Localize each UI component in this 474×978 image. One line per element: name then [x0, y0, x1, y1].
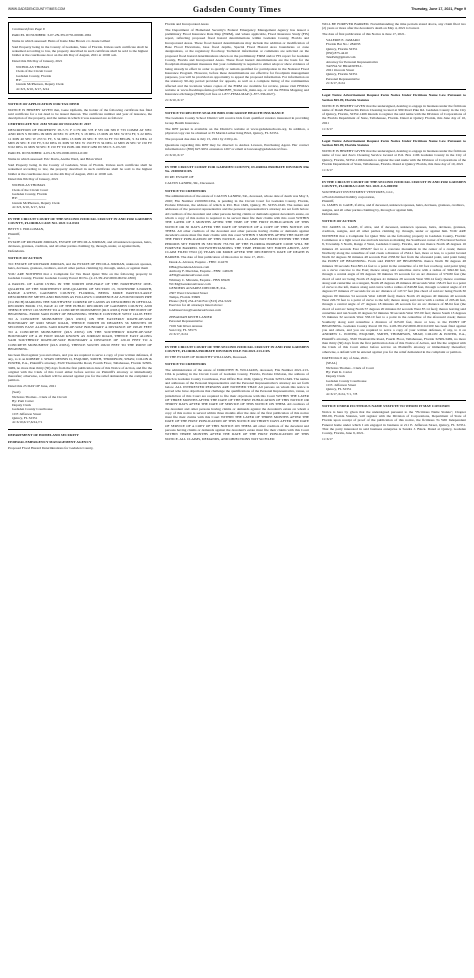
probate-body: The administration of the estate of DOROTHY B. WILLIAMS, deceased, File Number 2021-213-CPA is pending in the Circuit Court of Gadsden County, Florida, Probate Division, the address of which is Gadsden County Courthouse, Post Office Box 1649, Quincy, Florida 32353-1649. The names and addresses of the Personal Representative and the Personal Representative's attorney are set forth below. ALL INTERESTED PERSONS ARE NOTIFIED THAT: All persons on whom this notice is served who have objections that challenge the qualifications of the Personal Representative, venue, or jurisdiction of this Court are required to file their objections with this Court WITHIN THE LATER OF THREE MONTHS AFTER THE DATE OF THE FIRST PUBLICATION OF THIS NOTICE OR THIRTY DAYS AFTER THE DATE OF SERVICE OF THIS NOTICE ON THEM. All creditors of the decedent and other persons having claims or demands against the decedent's estate on whom a copy of this notice is served within three months after the date of the first publication of this notice must file their claims with this Court WITHIN THE LATER OF THREE MONTHS AFTER THE DATE OF THE FIRST PUBLICATION OF THIS NOTICE OR THIRTY DAYS AFTER THE DATE OF SERVICE OF A COPY OF THIS NOTICE ON THEM. All other creditors of the decedent and persons having claims or demands against the decedent's estate must file their claims with this Court WITHIN THREE MONTHS AFTER THE DATE OF THE FIRST PUBLICATION OF THIS NOTICE. ALL CLAIMS, DEMANDS, AND OBJECTIONS NOT SO FILED [165, 367, 309, 441]
rfp-paragraph: The proposal due date is July 15, 2021 by 2:00 p.m. [165, 136, 238, 141]
sig-line: Clerk of the Circuit Court [12, 187, 49, 192]
publication-date: The date of first publication of this Notice is June 17, 2021. [322, 32, 406, 37]
dated-line: Dated this 25 DAY OF June, 2021 [8, 384, 57, 389]
party-line: Defendants. [322, 211, 339, 216]
pr-line: 7106 Salt River Avenue [169, 323, 203, 328]
case-parties [8, 227, 152, 253]
sig-line: (SEAL) [326, 361, 338, 366]
pr-line: ZEBADIAH KEITH LANIER [169, 315, 212, 320]
redeem-text: Said Property being in the County of Gadsden, State of Florida. Unless such certificate shall be redeemed according to law, the property described in such certificate shall be sold to the highest bidder at the courthouse door on the 4th Day of August, 2021 at 10:00 a.m. [12, 44, 148, 58]
sig-line: Nicholas Thomas - Clerk of Court [326, 365, 374, 370]
sig-line: Deputy Clerk [12, 403, 31, 408]
dhs-continued: Florida and Incorporated Areas [165, 22, 209, 26]
column-2 [165, 22, 309, 974]
property-description: DESCRIPTION OF PROPERTY: 05-7-71 F C/79 OR 578 P 535 OR 589 P 733 COMM AT NEC AND RUN S 89 DEG 09 MIN 49 SEC W 478 FT, S 18 DEG 15 MIN 49 SEC W 874 FT, S 22 DEG 11 MIN 40 SEC W 257.51 FT, S 34 DEG 13 MIN 29 SEC E 337.34 FT TO BEGIN, S 34 DEG 12 MIN 29 SEC E 150 FT, S 62 DEG 01 MIN 50 SEC W 150 FT N 34 DEG 12 MIN 29 SEC W 150 FT N 62 DEG 01 MIN 50 SEC E 150 FT TO POB. OR 390 P 1286 IN SECT. 3-1N-5W [8, 128, 152, 150]
attorney-block [169, 260, 309, 312]
run-dates: 2t: 6/17, 6/24 [326, 81, 345, 86]
fictitious-body: NOTICE IS HEREBY GIVEN that the undersigned, desiring to engage in business under the fictitious name of Cee and Zee's Cleaning Service located at P.O. Box 1196 Gadsden County in the City of Quincy, Florida, 32352-1196 intends to register the said name with the Division of Corporations of the Florida Department of State, Tallahassee, Florida. Dated at Quincy Florida, this June day of 10, 2021 [322, 149, 466, 166]
sig-line: Personal Representative [326, 76, 360, 81]
parcel-id: PARCEL ID NUMBER: 4-03-1N-5W-0000-00014-0100 [8, 151, 88, 156]
dated-line: Dated this 8th Day of January, 2021 [8, 177, 59, 182]
probate-notice-lanier [165, 165, 309, 336]
probate-heading: IN THE CIRCUIT COURT OF THE SECOND JUDICIAL CIRCUIT IN AND FOR GADSDEN COUNTY, FLORIDA PROBATE DIVISION FILE NO.2021-213-CPA [165, 344, 309, 353]
health-insurance-bid-notice [165, 111, 309, 158]
sig-line: Gadsden County Courthouse [12, 407, 53, 412]
creditors-heading: NOTICE TO CREDITORS [165, 362, 207, 367]
parcel-id: PARCEL ID NUMBER: 3-07-2N-3W-0735-00000-1861 [12, 32, 92, 37]
signature-block [16, 65, 148, 91]
masthead: Gadsden County Times [192, 5, 282, 14]
atty-line: 2307 West Cleveland Street [169, 290, 208, 295]
party-line: Plaintiff, [322, 198, 335, 203]
fictitious-name-notice-3 [322, 404, 466, 442]
estate-line: IN RE: ESTATE OF [165, 175, 194, 180]
probate-heading: IN THE CIRCUIT COURT FOR GADSDEN COUNTY, FLORIDA PROBATE DIVISION File No. 21000301CPA [165, 165, 309, 174]
atty-line: DBA@GendersAlvarez.com [169, 264, 210, 269]
probate-body: The administration of the estate of CALVIN LANIER, SR., deceased, whose date of death was May 3, 2020; File Number 21000301CPA, is pending in the Circuit Court for Gadsden County, Florida, Probate Division, the address of which is P.O. Box 1649, Quincy, FL 32353-1649. The names and addresses of the personal representative and the personal representative's attorney are set forth below. All creditors of the decedent and other persons having claims or demands against decedent's estate, on whom a copy of this notice is required to be served must file their claims with this court WITHIN THE LATER OF 3 MONTHS AFTER THE TIME OF THE FIRST PUBLICATION OF THIS NOTICE OR 30 DAYS AFTER THE DATE OF SERVICE OF A COPY OF THIS NOTICE ON THEM. All other creditors of the decedent and other persons having claims or demands against decedent's estate must file their claims with this court WITHIN 3 MONTHS AFTER THE DATE OF THE FIRST PUBLICATION OF THIS NOTICE. ALL CLAIMS NOT FILED WITHIN THE TIME PERIODS SET FORTH IN SECTION 733.702 OF THE FLORIDA PROBATE CODE WILL BE FOREVER BARRED. NOTWITHSTANDING THE TIME PERIOD SET FORTH ABOVE, ANY CLAIM FILED TWO (2) YEARS OR MORE AFTER THE DECEDENT'S DATE OF DEATH IS BARRED. The date of first publication of this notice is: June 17, 2021. [165, 194, 309, 259]
sig-line: Deputy Clerk [326, 374, 345, 379]
atty-line: Tampa, Florida 33609 [169, 294, 200, 299]
dhs-notice [8, 433, 152, 450]
column-3 [322, 22, 466, 974]
run-dates: 4t: 6/17, 6/24, 7/1, 7/8 [326, 391, 358, 396]
legal-description: A PARCEL OF LAND LYING IN THE NORTH ONE-HALF OF THE NORTHWEST ONE-QUARTER OF THE NORTHWEST ONE-QUARTER OF SECTION 13, TOWNSHIP 3-NORTH, RANGE 4-WEST, GADSDEN COUNTY, FLORIDA, BEING MORE PARTICULARLY DESCRIBED BY METES AND BOUNDS AS FOLLOWS: COMMENCE AT A FOUND IRON PIPE (3/4 INCH) MARKING THE SOUTHWEST CORNER OF LANDS AS DESCRIBED IN OFFICIAL RECORDS BOOK 172, PAGE 41 OF THE PUBLIC RECORDS OF GADSDEN COUNTY, AND THENCE WEST 110.58 FEET TO A CONCRETE MONUMENT (RLS #3031) FOR THE POINT OF BEGINNING. FROM SAID POINT OF BEGINNING THENCE CONTINUE WEST 144.93 FEET TO A CONCRETE MONUMENT (RLS #3031) ON THE EASTERLY RIGHT-OF-WAY BOUNDARY OF ROD SHAW ROAD, THENCE NORTH 06 DEGREES 56 MINUTES 08 SECONDS EAST ALONG SAID RIGHT-OF-WAY BOUNDARY A DISTANCE OF 198.20 FEET TO A CONCRETE MONUMENT (RLS #3031) ON THE SOUTHERLY RIGHT-OF-WAY BOUNDARY OF A 20 FOOT ROAD KNOWN AS JORDAN ROAD, THENCE EAST ALONG SAID SOUTHERLY RIGHT-OF-WAY BOUNDARY A DISTANCE OF 120.16 FEET TO A CONCRETE MONUMENT (RLS #3031), THENCE SOUTH 196.50 FEET TO THE POINT OF BEGINNING. [8, 282, 152, 351]
court-heading: IN THE CIRCUIT COURT OF THE SECOND JUDICIAL CIRCUIT IN AND FOR GADSDEN COUNTY, FLORIDA CASE NO. 2021-CA-000390 [322, 180, 466, 189]
dhs-body: The Department of Homeland Security's Federal Emergency Management Agency has issued a preliminary Flood Insurance Rate Map (FIRM), and where applicable, Flood Insurance Study (FIS) report, reflecting proposed flood hazard determinations within Gadsden County, Florida and Incorporated Areas. These flood hazard determinations may include the addition or modification of Base Flood Elevations, base flood depths, Special Flood Hazard Area boundaries or zone designations, or the regulatory floodway. Technical information or comments are solicited on the proposed flood hazard determinations shown on the preliminary FIRM and/or FIS report for Gadsden County, Florida and Incorporated Areas. These flood hazard determinations are the basis for the floodplain management measures that your community is required to either adopt or show evidence of being already in effect in order to qualify or remain qualified for participation in the National Flood Insurance Program. However, before these determinations are effective for floodplain management purposes, you will be provided an opportunity to appeal the proposed information. For information on the statutory 90-day period provided for appeals, as well as a complete listing of the communities affected and the locations where copies of the FIRM are available for review, please visit FEMA's website at www.floodmaps.fema.gov/fhm/BFE_Status/bfe_main.asp, or call the FEMA Mapping and Insurance eXchange (FMIX) toll free at 1-877-FEMA MAP (1-877-336-2627). [165, 27, 309, 97]
run-dates: 1t: 6/17 [322, 167, 333, 172]
continued-note: Continued from Page 8 [12, 27, 45, 31]
to-line: TO: ESTATE OF RICHARD JORDAN, and the ESTATE OF PECOLA JORDAN, unknown spouses, heirs, devisees, grantees, creditors, and all other parties claiming by, through, under, or against them [8, 261, 152, 271]
sig-line: Gadsden County, Florida [16, 73, 52, 78]
assessed-name: Name in which assessed: Eric Davis, Aretha Ward, and Brian Ward [8, 157, 102, 162]
sig-line: Clerk of the Circuit Court [16, 69, 53, 74]
pr-line: Personal Representative [169, 319, 203, 324]
sig-line: TANYA W. BRADWELL [326, 63, 363, 68]
sig-line: NICHOLAS THOMAS [12, 183, 46, 188]
sig-line: By: Pam K. Carter [326, 370, 353, 375]
pr-line: Sun City, FL 33573 [169, 327, 197, 332]
fictitious-heading: NOTICE UNDER FICTITIOUS NAME STATUTE TO WHOM IT MAY CONCERN [322, 403, 450, 408]
sig-line: TelePell@gmail.com [326, 55, 356, 60]
run-dates: 1t: 6/17 [322, 437, 333, 442]
sig-line: Attorney for Personal Representative [326, 59, 378, 64]
run-dates: 4t: 6/10,6/17,6/24,7/1 [12, 420, 43, 425]
sig-line: Glenda McPherson, Deputy Clerk [16, 82, 64, 87]
party-line: a Florida limited liability corporation, [322, 194, 375, 199]
estate-line: IN THE ESTATE OF DOROTHY WILLIAMS, Deceased. [165, 354, 248, 359]
sig-line: NICHOLAS THOMAS [16, 65, 50, 70]
fictitious-heading: Legal Notice Advertisement Request Form Notice Under Fictitious Name Law Pursuant to Section 865.09, Florida Statutes [322, 93, 466, 102]
atty-line: GENDERS ALVAREZ DIECIDUE, P.A. [169, 286, 227, 291]
atty-line: WCM@GendersAlvarez.com [169, 281, 211, 286]
action-heading: NOTICE OF ACTION [8, 256, 43, 261]
run-dates: 2t: 6/10, 6/17 [165, 98, 184, 103]
party-line: v. [8, 235, 11, 240]
signature-block [326, 38, 466, 85]
tax-deed-notice-continued [8, 22, 152, 94]
party-line: vs. JAMES O. GADE, if alive, and if deceased, unknown spouses, heirs, devisees, grantees, creditors, assigns, and all other parties claiming by, through or against him, [322, 203, 465, 212]
dhs-heading: DEPARTMENT OF HOMELAND SECURITY [8, 432, 79, 437]
probate-continued: WILL BE FOREVER BARRED. Notwithstanding the time periods stated above, any claim filed two (2) years or more after the decedent's death on May 4, 2021 is barred. [322, 22, 466, 31]
dhs-text: Proposed Flood Hazard Determinations for Gadsden County, [8, 445, 94, 450]
notified-text: YOU ARE NOTIFIED that a Complaint for Tax Deed Quiet Title on the following property in Gadsden County, Florida: Gadsden County Parcel ID No. (2-13-3N-4W-0000-00232-1800) [8, 272, 152, 281]
quiet-title-notice-gade [322, 180, 466, 396]
notice-heading: NOTICE OF APPLICATION FOR TAX DEED [8, 101, 80, 106]
party-line: Defendants. [8, 248, 25, 253]
action-body: TO: JAMES O. GADE, if alive, and if deceased, unknown spouses, heirs, devisees, grantees, creditors, assigns, and all other parties claiming by, through, under or against him. YOU ARE NOTIFIED that a Complaint for Quiet Title on the following property in Gadsden County, Florida: Commence at a light wood axe and tack known as marking the Southwest corner of Fractional Section 8, Township 3 North, Range 2 West, Gadsden County, Florida, and run thence North 48 degrees 16 minutes 45 seconds East 2856.87 feet to a concrete monument in the center of a creek; thence Northerly along the centerline of said creek a distance of 2524.1 feet, more or less, to a point located North 62 degrees 30 minutes 48 seconds East 2358.82 feet from the aforesaid point, said point being the POINT OF BEGINNING. From said POINT OF BEGINNING thence North 89 degrees 48 minutes 39 seconds East 865.14 feet to a point in the centerline of a 60 foot roadway, said point lying on a curve concave to the East; thence along said centerline curve with a radius of 3492.60 feet, through a central angle of 09 degrees 30 minutes 33 seconds for an arc distance of 579.80 feet (the chord of said arc being North 23 degrees 41 minutes 28 seconds West 580.14 feet); thence continue along said centerline on a tangent, North 28 degrees 26 minutes 49 seconds West 158.23 feet to a point of curve to the left, thence along said curve with a radius of 840.88 feet, through a central angle of 23 degrees 07 minutes 27 seconds for an arc distance of 147.57 feet (the chord of said arc being North 30 degrees 09 minutes 54 seconds West 146.98 feet); thence North 43 degrees 40 minutes 40 seconds West 226.70 feet to a point of curve to the left; thence along said curve with a radius of 203.46 feet, through a central angle of 27 degrees 18 minutes 48 seconds for an arc distance of 88.64 feet (the chord of said arc being North 57 degrees 20 minutes 02 seconds West 87.14 feet); thence leaving said centerline and run South 10 degrees 52 minutes 30 seconds West 337.00 feet; thence South 13 degrees 53 minutes 32 seconds West 558.10 feet to a point in the centerline of the aforesaid creek; thence Southerly along said centerline a distance of 625.00 feet, more or less, to the POINT OF BEGINNING. Gadsden County Parcel ID No. 2-08-3N-2W-0000-00110-0100 has been filed against you and others, and you are required to serve a copy of your written defenses, if any, to it on ANDREW L. POWER, ESQUIRE, SMITH, THOMPSON, SHAW, COLON & POWER, P.A., Plaintiff's attorney, 3520 Thomasville Road, Fourth Floor, Tallahassee, Florida 32309-3469, no more than thirty (30) days from the first publication date of this Notice of Action, and file the original with the Clerk of this Court either before service on Plaintiff's attorney or immediately thereafter; otherwise, a default will be entered against you for the relief demanded in the complaint or petition. [322, 225, 466, 354]
website: WWW.GADSDENCOUNTYTIMES.COM [8, 7, 66, 11]
run-dates: 2t: 6/10, 6/17 [165, 152, 184, 157]
sig-line: Gadsden County Courthouse [326, 378, 367, 383]
representative-block [169, 315, 309, 336]
signature-block [326, 361, 466, 395]
newspaper-header [8, 4, 466, 18]
action-heading: NOTICE OF ACTION [322, 219, 357, 224]
dated-line: DATED this 8 day of June, 2021. [322, 355, 369, 360]
fictitious-name-notice-1 [322, 93, 466, 131]
date-page: Thursday, June 17, 2021, Page 9 [411, 7, 466, 11]
fictitious-body: NOTICE IS HEREBY GIVEN that the undersigned, desiring to engage in business under the fictitious name of Dandi Burrus/Im Patton Cleaning located at 999 Pearl Pike Rd. Gadsden County in the City of Quincy, Florida, 32352-1466 intends to register the said name with the Division of Corporations of the Florida Department of State, Tallahassee, Florida. Dated at Quincy Florida, this June day of 10, 2021 [322, 103, 466, 125]
rfp-heading: NOTICE TO RECEIVE SEALED BIDS FOR GROUP HEALTH INSURANCE [165, 110, 285, 115]
sig-line: Florida Bar No.: 284033 [326, 42, 361, 47]
atty-line: Eservice for all attorneys listed above: [169, 303, 223, 308]
creditors-heading: NOTICE TO CREDITORS [165, 188, 207, 193]
quiet-title-notice [8, 217, 152, 425]
fictitious-heading: Legal Notice Advertisement Request Form Notice Under Fictitious Name Law Pursuant to Section 865.09, Florida Statutes [322, 138, 466, 148]
fictitious-name-notice-2 [322, 139, 466, 172]
assessed-name: Name in which assessed: Heirs of Katie Mae Brown c/o Jessie Gilbert [12, 38, 111, 43]
certificate-line: CERTIFICATE NO: 2183 YEAR OF ISSUANCE: 2017 [8, 122, 91, 127]
sig-line: (850) 875-4410 [326, 50, 348, 55]
signature-block [12, 183, 152, 209]
court-heading: IN THE CIRCUIT COURT OF THE SECOND JUDICIAL CIRCUIT IN AND FOR GADSDEN COUNTY, FLORIDA CASE NO. 2021 CA 0341 [8, 217, 152, 226]
sig-line: By: Pam Carter [12, 398, 34, 403]
atty-line: Derek A. Alvarez, Esquire - FBN: 114278 [169, 260, 228, 265]
atty-line: AFD@GendersAlvarez.com [169, 273, 209, 278]
notice-intro: NOTICE IS HEREBY GIVEN that, Gene Opfieim, the holder of the following certificate has filed said certificate for a tax deed to be issued thereon. The certificate number and year of issuance, the description of the property, and the names in which it was assessed are as follows: [8, 107, 152, 121]
atty-line: Phone: (813) 254-4744 Fax: (813) 254-5222 [169, 299, 232, 304]
sig-line: BY: ________________ [12, 196, 47, 201]
party-line: Plaintiff, [8, 231, 21, 236]
atty-line: Whitney C. Miranda, Esquire - FBN 65928 [169, 277, 230, 282]
column-1 [8, 22, 152, 974]
atty-line: Anthony F. Diecidue, Esquire - FBN: 146528 [169, 269, 233, 274]
redeem-text: Said Property being in the County of Gadsden, State of Florida. Unless such certificate shall be redeemed according to law, the property described in such certificate shall be sold to the highest bidder at the courthouse door on the 4th Day of August, 2021 at 10:00 a.m. [8, 162, 152, 176]
sig-line: Quincy, Florida 32351 [326, 72, 358, 77]
sig-line: 10 E Jefferson Street [12, 411, 42, 416]
signature-block [12, 390, 152, 424]
party-line: BETTY J. HOLLOMAN, [8, 227, 45, 232]
sig-line: Glenda McPherson, Deputy Clerk [12, 200, 60, 205]
run-dates: 4t: 6/3, 6/10, 6/17, 6/24 [12, 204, 45, 209]
decedent-name: CALVIN LANIER, SR., Deceased. [165, 181, 215, 186]
run-dates: 4t: 6/3, 6/10, 6/17, 6/24 [16, 86, 49, 91]
run-dates: 2t: 6/17, 6/24 [169, 332, 188, 337]
fictitious-body: Notice is here by given that the undersigned pursuant to the "Fictitious Name Statute", Chapter 865.09, Florida Statutes, will register with the Division of Corporations, Department of State of Florida upon receipt of proof of the publication of this notice, the fictitious To Will Independent Funeral home under which I am engaged in business at 211 E. Jefferson Street, Quincy, FL 32351. That the party interested in said business enterprise is Sandra J. Black. Dated at Quincy, Gadsden County, Florida, June 9, 2021. [322, 409, 466, 436]
sig-line: Quincy, FL 32351 [326, 387, 352, 392]
fema-heading: FEDERAL EMERGENCY MANAGEMENT AGENCY [8, 439, 92, 444]
rfp-paragraph: The RFP packet is available on the District's website at www.gadsdenschools.org. In addition, a physical copy can be obtained at 35 Martin Luther King Blvd, Quincy, FL 32351. [165, 126, 309, 135]
party-line: SOUTHEAST INVESTMENT VENTURES, LLC, [322, 190, 394, 195]
sig-line: 10 E. Jefferson Street [326, 382, 357, 387]
filed-text: has been filed against you and others, and you are required to serve a copy of your written defenses, if any, to it on ROBERT J. SHAW DENNIS II, ESQUIRE, SMITH, THOMPSON, SHAW, COLON & POWER, P.A., Plaintiff's attorney, 3520 Thomasville Road, Fourth Floor, Tallahassee, Florida 32309-3469, no more than thirty (30) days from the first publication date of this Notice of Action, and file the original with the Clerk of this Court either before service on Plaintiff's attorney or immediately thereafter; otherwise, a default will be entered against you for the relief demanded in the complaint or petition. [8, 352, 152, 383]
party-line: ESTATE OF RICHARD JORDAN, ESTATE OF PECOLA JORDAN, and all unknown spouses, heirs, devisees, grantees, creditors, and all other parties claiming by, through, under, or against them, [8, 240, 152, 249]
sig-line: (Seal) [12, 390, 21, 395]
sig-line: Quincy, FL 32351 [12, 416, 38, 421]
sig-line: Gadsden County, Florida [12, 191, 48, 196]
sig-line: 2021 Osceola Street [326, 68, 355, 73]
dated-line: Dated this 8th Day of January, 2021 [12, 59, 63, 64]
rfp-paragraph: Questions regarding this RFP may be directed to Andrea Lawson, Purchasing Agent. Her contact information is: (850) 627-9651 extension 1267 or email at lawsona@gadsden.k12.fl.us. [165, 142, 309, 151]
sig-line: Nicholas Thomas - Clerk of the Circuit [12, 394, 67, 399]
probate-notice-williams [165, 345, 309, 441]
run-dates: 1t: 6/17 [322, 126, 333, 131]
rfp-paragraph: The Gadsden County School District will receive bids from qualified vendors interested in providing Group Health Insurance. [165, 116, 309, 125]
tax-deed-notice [8, 102, 152, 209]
sig-line: Quincy, Florida 32351 [326, 46, 358, 51]
sig-line: BY: ________________ [16, 77, 51, 82]
sig-line: VALERIE E. JAMARO [326, 38, 360, 43]
atty-line: GADeservice@GendersAlvarez.com [169, 307, 221, 312]
case-parties [322, 190, 466, 216]
